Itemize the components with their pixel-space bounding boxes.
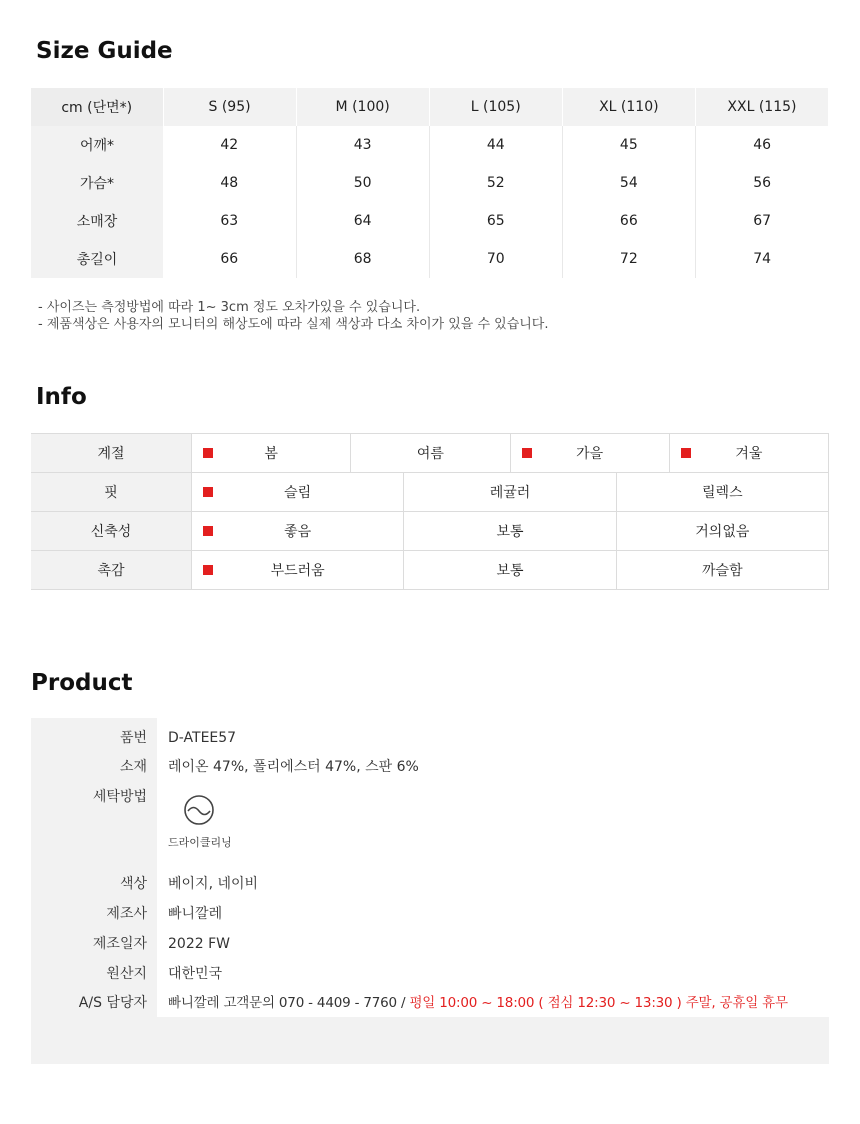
selected-marker-icon xyxy=(203,448,213,458)
size-header-cell: M (100) xyxy=(296,88,429,126)
info-option xyxy=(191,473,403,511)
product-row-maker xyxy=(31,899,829,929)
selected-marker-icon xyxy=(522,448,532,458)
size-cell: 45 xyxy=(562,126,695,164)
size-cell: 50 xyxy=(296,164,429,202)
info-option-label: 여름 xyxy=(416,446,444,462)
info-row-label: 촉감 xyxy=(31,551,191,589)
info-option-label: 좋음 xyxy=(284,524,312,540)
product-table xyxy=(31,718,829,1064)
product-value: D-ATEE57 xyxy=(168,730,237,746)
product-label: 색상 xyxy=(31,870,157,899)
size-note: - 제품색상은 사용자의 모니터의 해상도에 따라 실제 색상과 다소 차이가 있을 수 있습니다. xyxy=(38,317,549,332)
product-label: 세탁방법 xyxy=(31,782,157,870)
size-cell: 56 xyxy=(753,175,772,191)
size-row xyxy=(31,164,829,202)
size-cell: 48 xyxy=(163,164,296,202)
selected-marker-icon xyxy=(681,448,691,458)
product-row-color xyxy=(31,870,829,899)
info-title: Info xyxy=(36,384,87,410)
info-option xyxy=(669,434,829,472)
product-row-item-no xyxy=(31,724,829,753)
size-row-label: 소매장 xyxy=(31,202,163,240)
product-label: 소재 xyxy=(31,753,157,782)
size-cell: 70 xyxy=(429,240,562,278)
product-footer xyxy=(31,1017,829,1064)
size-row xyxy=(31,240,829,278)
product-label: 제조일자 xyxy=(31,929,157,959)
size-note: - 사이즈는 측정방법에 따라 1~ 3cm 정도 오차가있을 수 있습니다. xyxy=(38,300,421,315)
product-row-date xyxy=(31,929,829,959)
size-notes xyxy=(38,299,549,333)
as-hours: 평일 10:00 ~ 18:00 ( 점심 12:30 ~ 13:30 ) 주말, 공휴일 휴무 xyxy=(409,995,788,1011)
wash-method-text: 드라이클리닝 xyxy=(168,836,232,849)
info-option xyxy=(191,512,403,550)
product-title: Product xyxy=(31,670,133,696)
product-label: 제조사 xyxy=(31,899,157,929)
as-contact: 빠니깔레 고객문의 070 - 4409 - 7760 / xyxy=(168,995,410,1011)
product-label: 품번 xyxy=(31,724,157,753)
size-cell: 44 xyxy=(429,126,562,164)
info-option-label: 가을 xyxy=(576,446,604,462)
product-row-as xyxy=(31,989,829,1017)
product-value: 베이지, 네이비 xyxy=(168,876,259,892)
selected-marker-icon xyxy=(203,565,213,575)
size-row-label: 어깨* xyxy=(31,126,163,164)
size-cell: 68 xyxy=(296,240,429,278)
info-option xyxy=(510,434,669,472)
info-option xyxy=(403,512,615,550)
info-option xyxy=(616,473,829,511)
size-header-cell: L (105) xyxy=(429,88,562,126)
info-option-label: 겨울 xyxy=(735,446,763,462)
size-cell: 43 xyxy=(296,126,429,164)
product-value: 대한민국 xyxy=(168,966,223,982)
size-cell: 42 xyxy=(163,126,296,164)
product-value: 2022 FW xyxy=(168,936,230,952)
info-option xyxy=(350,434,509,472)
info-option-label: 슬림 xyxy=(284,485,312,501)
size-header-row xyxy=(31,88,829,126)
size-row-label: 총길이 xyxy=(31,240,163,278)
info-row-texture xyxy=(31,550,829,590)
info-option-label: 릴렉스 xyxy=(702,485,743,501)
size-cell: 63 xyxy=(163,202,296,240)
info-option xyxy=(191,434,350,472)
info-option xyxy=(403,551,615,589)
info-row-label: 핏 xyxy=(31,473,191,511)
info-row-stretch xyxy=(31,511,829,550)
size-header-cell: cm (단면*) xyxy=(31,88,163,126)
size-cell: 66 xyxy=(562,202,695,240)
size-guide-title: Size Guide xyxy=(36,38,173,64)
size-row xyxy=(31,126,829,164)
size-cell: 74 xyxy=(753,251,772,267)
size-header-cell: S (95) xyxy=(163,88,296,126)
product-row-material xyxy=(31,753,829,782)
size-cell: 72 xyxy=(562,240,695,278)
info-row-label: 계절 xyxy=(31,434,191,472)
size-cell: 66 xyxy=(163,240,296,278)
product-label: 원산지 xyxy=(31,959,157,989)
size-cell: 52 xyxy=(429,164,562,202)
size-table xyxy=(31,88,829,278)
dry-clean-icon xyxy=(182,793,216,827)
product-value: 레이온 47%, 폴리에스터 47%, 스판 6% xyxy=(168,759,419,775)
size-cell: 46 xyxy=(753,137,772,153)
info-option xyxy=(191,551,403,589)
info-option-label: 레귤러 xyxy=(489,485,531,501)
info-option-label: 보통 xyxy=(496,524,524,540)
info-option-label: 봄 xyxy=(264,446,278,462)
size-cell: 67 xyxy=(753,213,772,229)
info-table xyxy=(31,433,829,590)
info-option-label: 까슬함 xyxy=(702,563,743,579)
info-option xyxy=(616,551,829,589)
product-label: A/S 담당자 xyxy=(31,989,157,1017)
size-row xyxy=(31,202,829,240)
selected-marker-icon xyxy=(203,526,213,536)
info-row-fit xyxy=(31,472,829,511)
info-option xyxy=(616,512,829,550)
info-option-label: 거의없음 xyxy=(695,524,750,540)
size-cell: 64 xyxy=(296,202,429,240)
info-option-label: 부드러움 xyxy=(270,563,325,579)
selected-marker-icon xyxy=(203,487,213,497)
info-option xyxy=(403,473,615,511)
info-option-label: 보통 xyxy=(496,563,524,579)
product-row-origin xyxy=(31,959,829,989)
size-cell: 65 xyxy=(429,202,562,240)
info-row-season xyxy=(31,433,829,472)
size-header-cell: XL (110) xyxy=(562,88,695,126)
size-header-cell: XXL (115) xyxy=(695,88,828,126)
size-row-label: 가슴* xyxy=(31,164,163,202)
product-value: 빠니깔레 xyxy=(168,906,223,922)
info-row-label: 신축성 xyxy=(31,512,191,550)
product-row-wash xyxy=(31,782,829,870)
size-cell: 54 xyxy=(562,164,695,202)
